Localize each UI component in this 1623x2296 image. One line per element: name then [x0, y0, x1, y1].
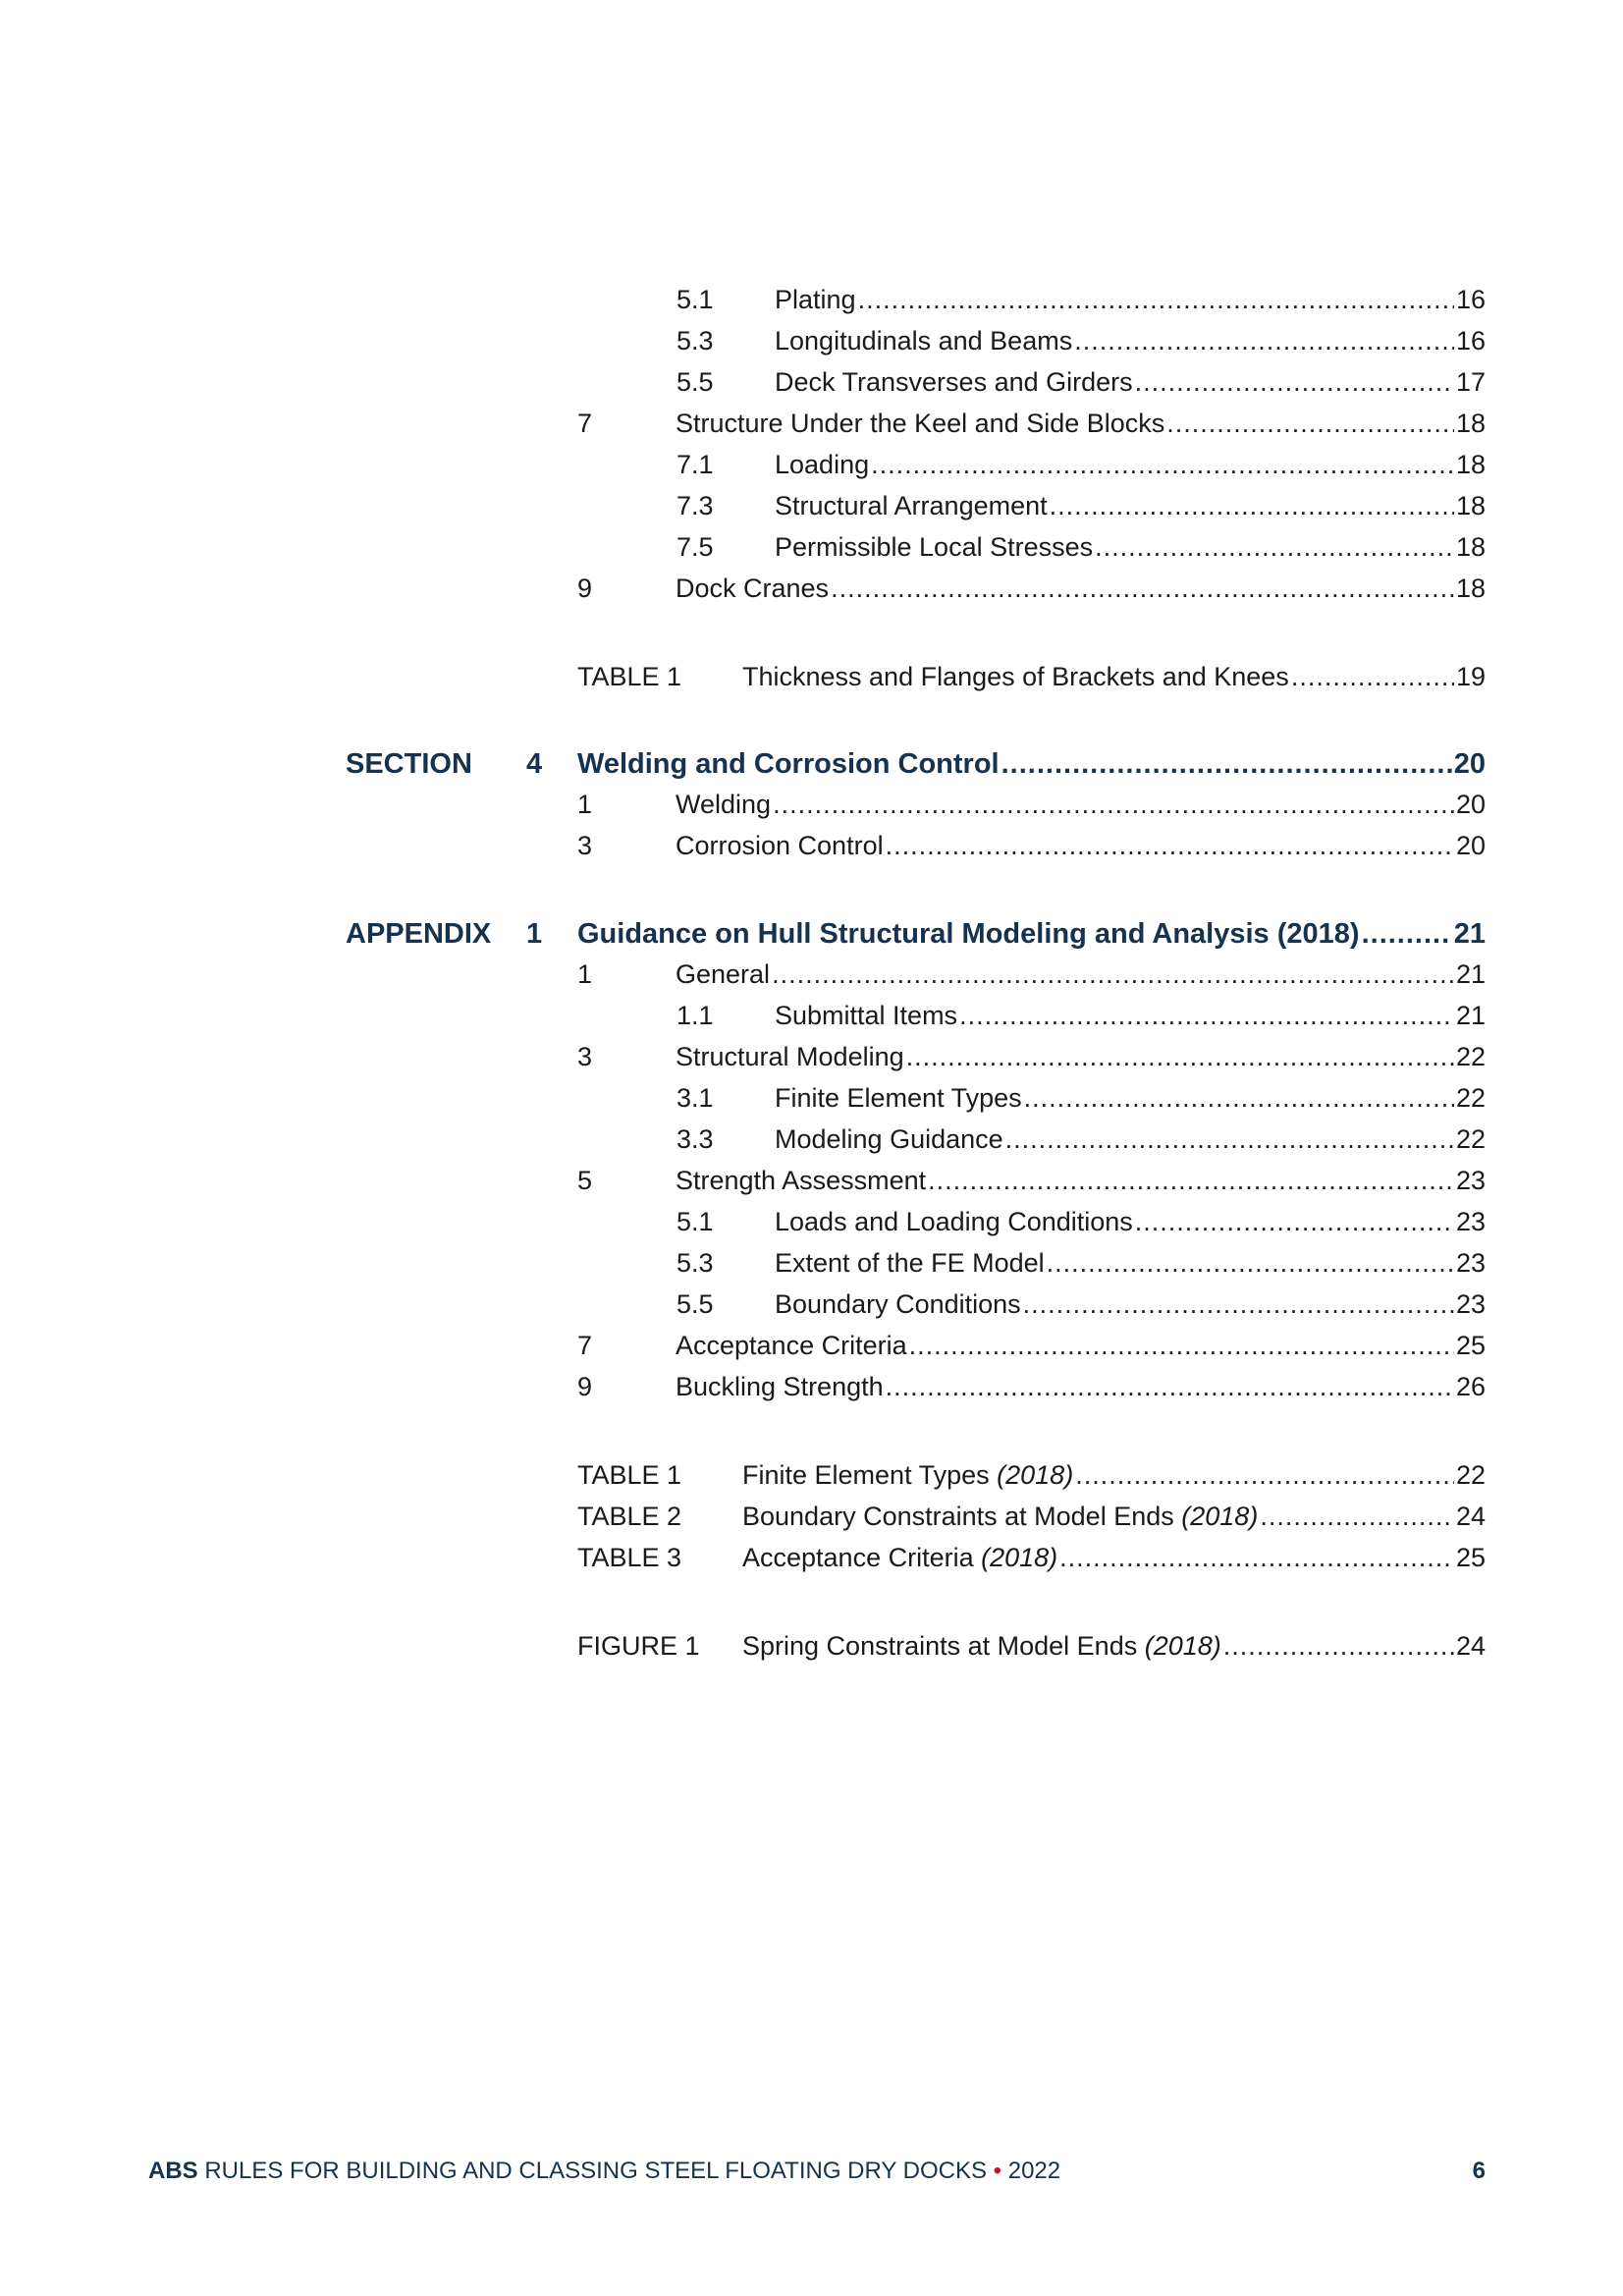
table-page: 19	[1455, 662, 1486, 691]
toc-entry-page: 18	[1455, 574, 1486, 603]
toc-entry-page: 18	[1455, 409, 1486, 438]
toc-entry-page: 23	[1455, 1289, 1486, 1319]
toc-entry-page: 18	[1455, 450, 1486, 479]
toc-entry-page: 23	[1455, 1207, 1486, 1236]
toc-entry-number: 7.3	[676, 491, 714, 520]
toc-entry-title: Structural Modeling	[676, 1042, 904, 1071]
dot-leader	[1362, 916, 1452, 952]
toc-entry-page: 21	[1455, 1001, 1486, 1030]
toc-entry-title: Modeling Guidance	[775, 1124, 1003, 1154]
appendix-page: 21	[1453, 918, 1486, 950]
section-page: 20	[1453, 748, 1486, 780]
toc-entry-number: 5.1	[676, 285, 714, 314]
toc-entry-7-5[interactable]	[676, 530, 1486, 564]
dot-leader	[772, 957, 1454, 991]
table-year: (2018)	[1181, 1502, 1259, 1531]
toc-entry-number: 3.3	[676, 1124, 714, 1154]
table-year: (2018)	[981, 1543, 1058, 1572]
toc-entry-submittal-items[interactable]	[676, 999, 1486, 1032]
dot-leader	[1260, 1500, 1454, 1533]
toc-entry-5-5[interactable]	[676, 365, 1486, 399]
toc-appendix-table-1[interactable]	[577, 1458, 1486, 1492]
table-label: TABLE 2	[577, 1502, 682, 1531]
toc-entry-page: 22	[1455, 1124, 1486, 1154]
toc-entry-page: 16	[1455, 326, 1486, 355]
toc-entry-title: Buckling Strength	[676, 1372, 884, 1401]
toc-entry-number: 5.1	[676, 1207, 714, 1236]
dot-leader	[1223, 1629, 1454, 1663]
toc-entry-title: Corrosion Control	[676, 831, 884, 860]
table-year: (2018)	[997, 1460, 1074, 1490]
toc-entry-page: 22	[1455, 1042, 1486, 1071]
dot-leader	[1005, 1122, 1454, 1156]
toc-entry-title: Finite Element Types	[775, 1083, 1022, 1113]
toc-entry-title: Loading	[775, 450, 870, 479]
table-label: TABLE 1	[577, 662, 682, 691]
toc-table-1[interactable]	[577, 660, 1486, 693]
toc-entry-modeling-guidance[interactable]	[676, 1122, 1486, 1156]
toc-entry-title: Permissible Local Stresses	[775, 532, 1094, 562]
dot-leader	[773, 788, 1454, 821]
toc-entry-welding[interactable]	[577, 788, 1486, 821]
toc-entry-title: Loads and Loading Conditions	[775, 1207, 1133, 1236]
toc-entry-finite-element-types[interactable]	[676, 1081, 1486, 1115]
page-number: 6	[1472, 2158, 1486, 2184]
dot-leader	[1059, 1541, 1454, 1574]
toc-entry-number: 3.1	[676, 1083, 714, 1113]
toc-entry-title: Welding	[676, 790, 772, 819]
toc-entry-extent-fe-model[interactable]	[676, 1246, 1486, 1280]
table-page: 25	[1455, 1543, 1486, 1572]
dot-leader	[1166, 407, 1454, 440]
footer-bullet: •	[993, 2158, 1002, 2184]
toc-entry-corrosion[interactable]	[577, 829, 1486, 862]
toc-entry-page: 20	[1455, 831, 1486, 860]
toc-entry-5-1[interactable]	[676, 283, 1486, 316]
toc-entry-number: 7	[577, 409, 593, 438]
footer-year: 2022	[1007, 2158, 1061, 2184]
toc-entry-title: Extent of the FE Model	[775, 1248, 1045, 1278]
table-title: Boundary Constraints at Model Ends (2018)	[742, 1502, 1259, 1531]
table-title: Finite Element Types (2018)	[742, 1460, 1074, 1490]
toc-entry-number: 9	[577, 1372, 593, 1401]
dot-leader	[959, 999, 1454, 1032]
dot-leader	[1001, 746, 1452, 782]
dot-leader	[1050, 489, 1454, 522]
toc-entry-number: 7	[577, 1331, 593, 1360]
appendix-1-title-line[interactable]	[577, 916, 1486, 952]
toc-entry-9[interactable]	[577, 572, 1486, 605]
toc-entry-boundary-conditions[interactable]	[676, 1287, 1486, 1321]
dot-leader	[886, 1370, 1454, 1403]
toc-entry-number: 1	[577, 790, 593, 819]
dot-leader	[871, 448, 1454, 481]
toc-entry-title: Longitudinals and Beams	[775, 326, 1073, 355]
section-4-title-line[interactable]	[577, 746, 1486, 782]
toc-entry-page: 23	[1455, 1248, 1486, 1278]
toc-appendix-table-2[interactable]	[577, 1500, 1486, 1533]
appendix-kind: APPENDIX	[346, 918, 492, 950]
dot-leader	[858, 283, 1454, 316]
toc-entry-acceptance-criteria[interactable]	[577, 1329, 1486, 1362]
toc-entry-title: Submittal Items	[775, 1001, 958, 1030]
toc-entry-loads[interactable]	[676, 1205, 1486, 1238]
toc-entry-7-3[interactable]	[676, 489, 1486, 522]
page-footer	[148, 2157, 1486, 2186]
toc-entry-page: 18	[1455, 491, 1486, 520]
dot-leader	[1047, 1246, 1454, 1280]
toc-entry-title: Boundary Conditions	[775, 1289, 1021, 1319]
section-kind: SECTION	[346, 748, 472, 780]
toc-entry-title: Dock Cranes	[676, 574, 830, 603]
table-page: 24	[1455, 1502, 1486, 1531]
figure-year: (2018)	[1144, 1631, 1221, 1661]
dot-leader	[906, 1040, 1454, 1073]
figure-page: 24	[1455, 1631, 1486, 1661]
dot-leader	[1074, 324, 1454, 357]
toc-entry-title: Plating	[775, 285, 856, 314]
toc-entry-buckling-strength[interactable]	[577, 1370, 1486, 1403]
toc-entry-title: Acceptance Criteria	[676, 1331, 907, 1360]
footer-title	[148, 2157, 1060, 2186]
toc-entry-title: Structure Under the Keel and Side Blocks	[676, 409, 1165, 438]
appendix-title: Guidance on Hull Structural Modeling and Analysis (2018)	[577, 918, 1360, 950]
figure-label: FIGURE 1	[577, 1631, 700, 1661]
toc-entry-number: 1	[577, 959, 593, 989]
table-page: 22	[1455, 1460, 1486, 1490]
toc-entry-number: 7.1	[676, 450, 714, 479]
toc-entry-page: 16	[1455, 285, 1486, 314]
toc-entry-title: Structural Arrangement	[775, 491, 1048, 520]
table-title: Thickness and Flanges of Brackets and Knees	[742, 662, 1289, 691]
toc-entry-structural-modeling[interactable]	[577, 1040, 1486, 1073]
toc-entry-7-1[interactable]	[676, 448, 1486, 481]
toc-entry-page: 23	[1455, 1166, 1486, 1195]
toc-entry-number: 3	[577, 831, 593, 860]
toc-entry-page: 26	[1455, 1372, 1486, 1401]
toc-entry-7[interactable]	[577, 407, 1486, 440]
toc-entry-title: General	[676, 959, 771, 989]
toc-entry-number: 5.3	[676, 326, 714, 355]
footer-brand: ABS	[148, 2158, 198, 2184]
appendix-number: 1	[526, 918, 543, 950]
table-title: Acceptance Criteria (2018)	[742, 1543, 1058, 1572]
section-number: 4	[526, 748, 543, 780]
dot-leader	[1135, 1205, 1454, 1238]
dot-leader	[928, 1164, 1454, 1197]
toc-entry-page: 21	[1455, 959, 1486, 989]
footer-doc-title: RULES FOR BUILDING AND CLASSING STEEL FLOATING DRY DOCKS	[204, 2158, 987, 2184]
dot-leader	[1023, 1287, 1454, 1321]
toc-entry-number: 5.5	[676, 367, 714, 397]
toc-entry-general[interactable]	[577, 957, 1486, 991]
toc-entry-page: 22	[1455, 1083, 1486, 1113]
table-label: TABLE 3	[577, 1543, 682, 1572]
toc-entry-5-3[interactable]	[676, 324, 1486, 357]
toc-entry-number: 1.1	[676, 1001, 714, 1030]
dot-leader	[1135, 365, 1454, 399]
toc-entry-number: 5.5	[676, 1289, 714, 1319]
toc-entry-title: Deck Transverses and Girders	[775, 367, 1133, 397]
toc-appendix-table-3[interactable]	[577, 1541, 1486, 1574]
toc-entry-number: 5	[577, 1166, 593, 1195]
toc-appendix-figure-1[interactable]	[577, 1629, 1486, 1663]
table-label: TABLE 1	[577, 1460, 682, 1490]
dot-leader	[909, 1329, 1454, 1362]
toc-entry-page: 25	[1455, 1331, 1486, 1360]
figure-title: Spring Constraints at Model Ends (2018)	[742, 1631, 1221, 1661]
toc-entry-page: 17	[1455, 367, 1486, 397]
dot-leader	[1095, 530, 1454, 564]
section-title: Welding and Corrosion Control	[577, 748, 1000, 780]
toc-entry-number: 3	[577, 1042, 593, 1071]
toc-entry-strength-assessment[interactable]	[577, 1164, 1486, 1197]
dot-leader	[1291, 660, 1454, 693]
toc-entry-number: 7.5	[676, 532, 714, 562]
toc-entry-number: 9	[577, 574, 593, 603]
toc-entry-title: Strength Assessment	[676, 1166, 927, 1195]
dot-leader	[831, 572, 1454, 605]
toc-entry-number: 5.3	[676, 1248, 714, 1278]
dot-leader	[1075, 1458, 1454, 1492]
dot-leader	[886, 829, 1454, 862]
toc-entry-page: 20	[1455, 790, 1486, 819]
toc-entry-page: 18	[1455, 532, 1486, 562]
dot-leader	[1024, 1081, 1454, 1115]
